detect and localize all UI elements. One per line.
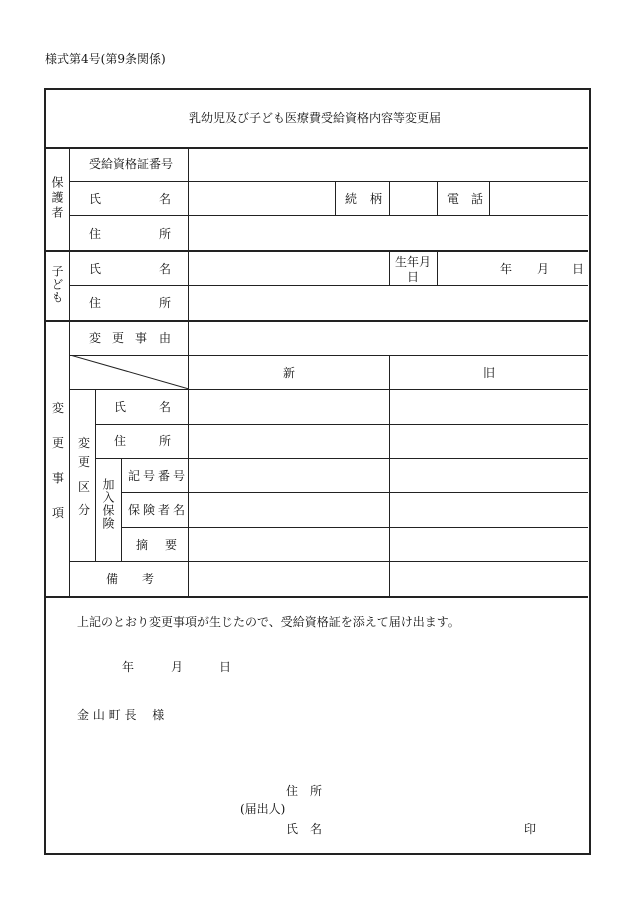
table-bottom-border: [45, 596, 588, 598]
date-day-label: 日: [219, 660, 232, 674]
phone-field[interactable]: [491, 183, 586, 214]
change-row-line-5: [122, 492, 588, 493]
relation-field[interactable]: [391, 183, 436, 214]
applicant-name-field[interactable]: [330, 818, 515, 838]
guardian-address-label-1: 住: [89, 227, 102, 241]
remarks-old-field[interactable]: [391, 563, 586, 595]
remarks-label-1: 備: [106, 572, 119, 586]
category-label-3: 区: [78, 480, 91, 494]
relation-label-2: 柄: [370, 192, 383, 206]
date-month-label: 月: [171, 660, 184, 674]
change-reason-label-1: 変: [89, 331, 102, 345]
change-section-label-4: 項: [52, 506, 65, 520]
summary-old-field[interactable]: [391, 528, 586, 560]
change-address-new-field[interactable]: [190, 425, 388, 457]
guardian-section-label: 保護者: [50, 176, 64, 221]
dob-right-line: [437, 251, 438, 285]
addressee: 金 山 町 長 様: [77, 708, 165, 722]
insurer-name-new-field[interactable]: [190, 494, 388, 526]
new-column-header: 新: [283, 366, 296, 380]
declaration-statement: 上記のとおり変更事項が生じたので、受給資格証を添えて届け出ます。: [77, 615, 460, 629]
change-reason-label-4: 由: [159, 331, 172, 345]
relation-label-1: 続: [345, 192, 358, 206]
change-reason-label-2: 更: [112, 331, 125, 345]
summary-label-1: 摘: [136, 538, 149, 552]
child-address-label-2: 所: [159, 296, 172, 310]
dob-left-line: [389, 251, 390, 285]
change-section-label-2: 更: [52, 436, 65, 450]
submission-date-field[interactable]: [75, 655, 245, 677]
change-address-label-1: 住: [114, 434, 127, 448]
change-section-label-3: 事: [52, 471, 65, 485]
change-name-label-2: 名: [159, 400, 172, 414]
category-label-1: 変: [78, 436, 91, 450]
dob-field[interactable]: [439, 252, 586, 284]
guardian-address-label-2: 所: [159, 227, 172, 241]
symbol-number-old-field[interactable]: [391, 460, 586, 491]
change-name-label-1: 氏: [114, 400, 127, 414]
dob-day-label: 日: [572, 262, 585, 276]
diagonal-header-line: [70, 355, 189, 390]
remarks-label-2: 考: [142, 572, 155, 586]
remarks-new-field[interactable]: [190, 563, 388, 595]
change-name-old-field[interactable]: [391, 391, 586, 423]
change-name-new-field[interactable]: [190, 391, 388, 423]
summary-new-field[interactable]: [190, 528, 388, 560]
seal-label: 印: [524, 822, 537, 836]
child-name-label-2: 名: [159, 262, 172, 276]
child-name-label-1: 氏: [89, 262, 102, 276]
cert-number-label: 受給資格証番号: [89, 157, 174, 171]
guardian-row-line-2: [70, 215, 588, 216]
insurer-name-label: 保険者名: [128, 503, 189, 517]
child-address-field[interactable]: [190, 287, 586, 319]
change-row-line-4: [96, 458, 588, 459]
applicant-label: (届出人): [240, 802, 286, 816]
dob-month-label: 月: [537, 262, 550, 276]
cert-number-field[interactable]: [190, 149, 586, 180]
phone-left-line: [437, 181, 438, 215]
insurance-label: 加入保険: [101, 478, 115, 530]
date-year-label: 年: [122, 660, 135, 674]
dob-label-line1: 生年月: [395, 255, 432, 269]
child-row-line: [70, 285, 588, 286]
guardian-name-label-1: 氏: [89, 192, 102, 206]
phone-label-2: 話: [471, 192, 484, 206]
guardian-name-label-2: 名: [159, 192, 172, 206]
relation-right-line: [389, 181, 390, 215]
child-name-field[interactable]: [190, 252, 388, 284]
change-reason-field[interactable]: [190, 322, 586, 354]
symbol-number-new-field[interactable]: [190, 460, 388, 491]
child-address-label-1: 住: [89, 296, 102, 310]
child-section-label: 子ども: [50, 265, 64, 304]
guardian-address-field[interactable]: [190, 217, 586, 249]
change-row-line-7: [70, 561, 588, 562]
phone-label-1: 電: [447, 192, 460, 206]
insurance-column-line: [121, 458, 122, 561]
new-old-divider: [389, 355, 390, 596]
symbol-number-label: 記号番号: [128, 469, 189, 483]
change-address-old-field[interactable]: [391, 425, 586, 457]
change-address-label-2: 所: [159, 434, 172, 448]
category-column-line: [95, 389, 96, 561]
insurer-name-old-field[interactable]: [391, 494, 586, 526]
change-section-label-1: 変: [52, 401, 65, 415]
change-reason-label-3: 事: [135, 331, 148, 345]
applicant-address-field[interactable]: [330, 780, 580, 800]
form-title: 乳幼児及び子ども医療費受給資格内容等変更届: [188, 111, 441, 125]
form-number: 様式第4号(第9条関係): [45, 52, 166, 66]
guardian-row-line-1: [70, 181, 588, 182]
category-label-2: 更: [78, 455, 91, 469]
dob-year-label: 年: [500, 262, 513, 276]
old-column-header: 旧: [483, 366, 496, 380]
applicant-address-label: 住 所: [286, 784, 323, 798]
applicant-name-label: 氏 名: [286, 822, 323, 836]
phone-right-line: [489, 181, 490, 215]
summary-label-2: 要: [165, 538, 178, 552]
relation-left-line: [335, 181, 336, 215]
dob-label-line2: 日: [407, 270, 420, 284]
guardian-name-field[interactable]: [190, 183, 334, 214]
category-label-4: 分: [78, 503, 91, 517]
